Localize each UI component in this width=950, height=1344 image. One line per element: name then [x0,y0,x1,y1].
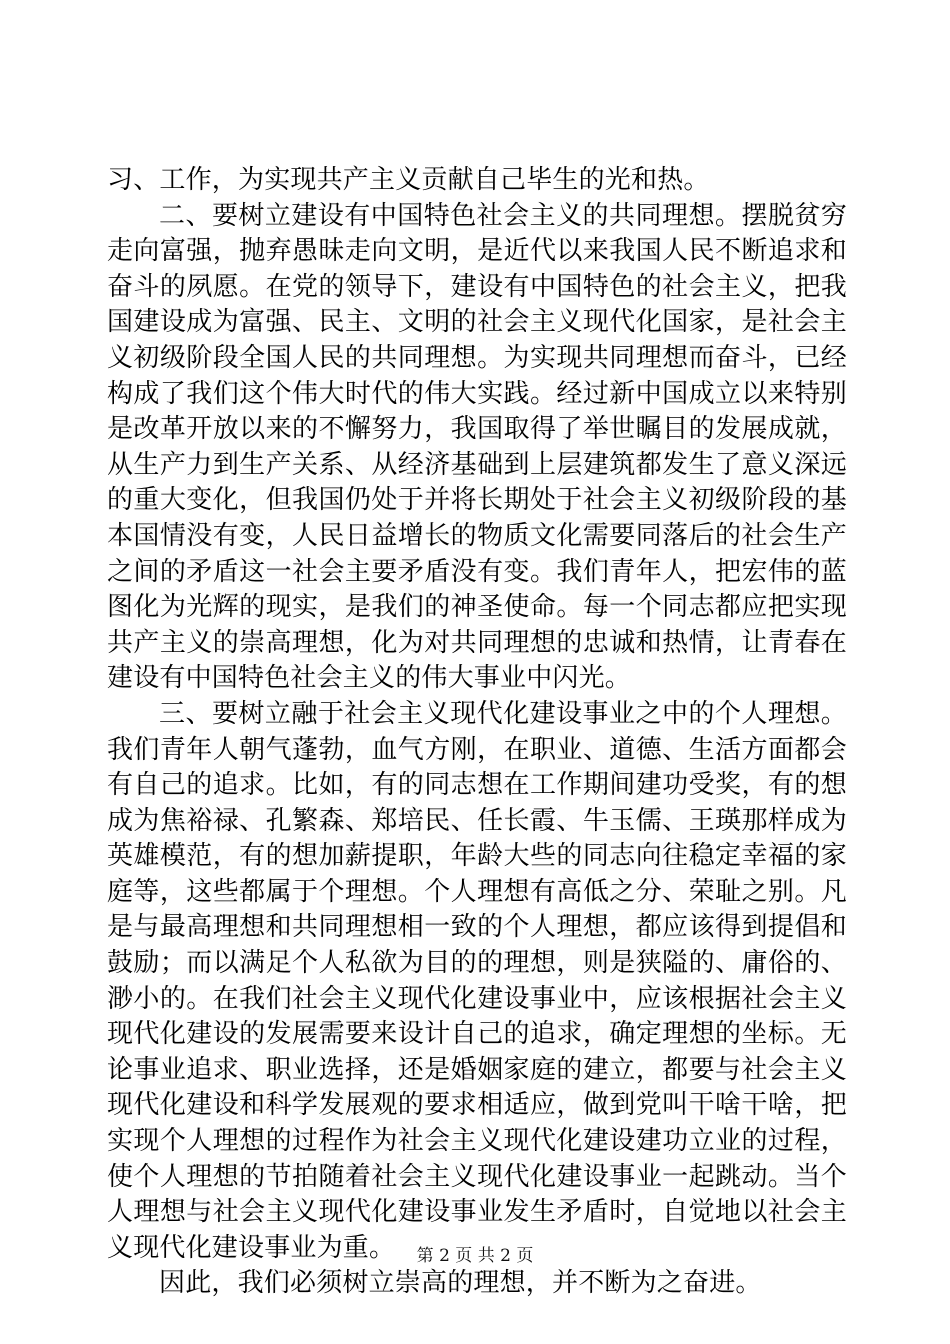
page-footer [0,1244,950,1268]
document-body [107,163,847,1302]
paragraph-conclusion: 因此，我们必须树立崇高的理想，并不断为之奋进。 [159,1268,762,1299]
paragraph-personal-ideal: 三、要树立融于社会主义现代化建设事业之中的个人理想。我们青年人朝气蓬勃，血气方刚，在职业、道德、生活方面都会有自己的追求。比如，有的同志想在工作期间建功受奖，有的想成为焦裕禄、孔繁森、郑培民、任长霞、牛玉儒、王瑛那样成为英雄模范，有的想加薪提职，年龄大些的同志向往稳定幸福的家庭等，这些都属于个理想。个人理想有高低之分、荣耻之别。凡是与最高理想和共同理想相一致的个人理想，都应该得到提倡和鼓励；而以满足个人私欲为目的的理想，则是狭隘的、庸俗的、渺小的。在我们社会主义现代化建设事业中，应该根据社会主义现代化建设的发展需要来设计自己的追求，确定理想的坐标。无论事业追求、职业选择，还是婚姻家庭的建立，都要与社会主义现代化建设和科学发展观的要求相适应，做到党叫干啥干啥，把实现个人理想的过程作为社会主义现代化建设建功立业的过程，使个人理想的节拍随着社会主义现代化建设事业一起跳动。当个人理想与社会主义现代化建设事业发生矛盾时，自觉地以社会主义现代化建设事业为重。 [107,698,847,1263]
paragraph-continuation: 习、工作，为实现共产主义贡献自己毕生的光和热。 [107,165,710,195]
page-number-label: 第 2 页 共 2 页 [416,1246,534,1266]
paragraph-common-ideal: 二、要树立建设有中国特色社会主义的共同理想。摆脱贫穷走向富强，抛弃愚昧走向文明，是近代以来我国人民不断追求和奋斗的夙愿。在党的领导下，建设有中国特色的社会主义，把我国建设成为富强、民主、文明的社会主义现代化国家，是社会主义初级阶段全国人民的共同理想。为实现共同理想而奋斗，已经构成了我们这个伟大时代的伟大实践。经过新中国成立以来特别是改革开放以来的不懈努力，我国取得了举世瞩目的发展成就，从生产力到生产关系、从经济基础到上层建筑都发生了意义深远的重大变化，但我国仍处于并将长期处于社会主义初级阶段的基本国情没有变，人民日益增长的物质文化需要同落后的社会生产之间的矛盾这一社会主要矛盾没有变。我们青年人，把宏伟的蓝图化为光辉的现实，是我们的神圣使命。每一个同志都应把实现共产主义的崇高理想，化为对共同理想的忠诚和热情，让青春在建设有中国特色社会主义的伟大事业中闪光。 [107,200,847,694]
